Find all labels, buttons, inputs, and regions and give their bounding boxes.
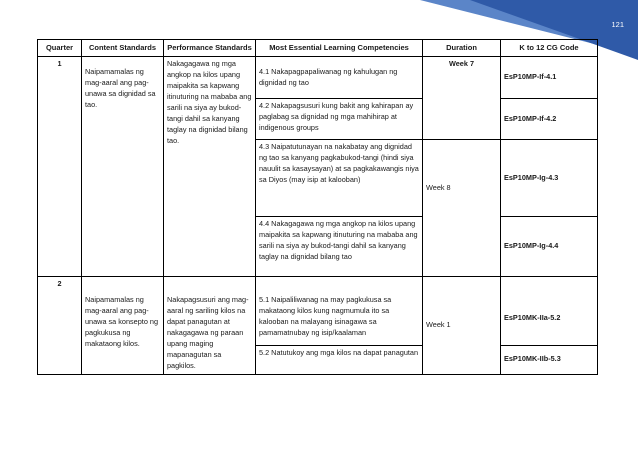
cg-code: EsP10MK-IIa-5.2 xyxy=(501,277,598,346)
competency: 4.2 Nakapagsusuri kung bakit ang kahirapan ay paglabag sa dignidad ng mga mahihirap at indigenous groups xyxy=(256,99,423,140)
performance-standard: Nakagagawa ng mga angkop na kilos upang maipakita sa kapwang itinuturing na mababa ang sarili na siya ay bukod-tangi dahil sa kanyang taglay na dignidad bilang tao. xyxy=(164,57,256,277)
competency: 5.2 Natutukoy ang mga kilos na dapat panagutan xyxy=(256,345,423,374)
header-content-standards: Content Standards xyxy=(82,40,164,57)
table-row xyxy=(38,277,598,346)
header-competencies: Most Essential Learning Competencies xyxy=(256,40,423,57)
competency: 4.4 Nakagagawa ng mga angkop na kilos upang maipakita sa kapwang itinuturing na mababa ang sarili na siya ay bukod-tangi dahil sa kanyang taglay na dignidad bilang tao xyxy=(256,217,423,277)
competency: 4.1 Nakapagpapaliwanag ng kahulugan ng dignidad ng tao xyxy=(256,57,423,99)
table-row xyxy=(38,57,598,99)
cg-code: EsP10MK-IIb-5.3 xyxy=(501,345,598,374)
quarter-cell: 2 xyxy=(38,277,82,375)
table-header-row xyxy=(38,40,598,57)
content-standard: Naipamamalas ng mag-aaral ang pag-unawa sa dignidad sa tao. xyxy=(82,57,164,277)
curriculum-guide-table xyxy=(37,39,598,375)
performance-standard: Nakapagsusuri ang mag-aaral ng sariling kilos na dapat panagutan at nakagagawa ng paraan upang maging mapanagutan sa pagkilos. xyxy=(164,277,256,375)
page-number: 121 xyxy=(611,20,624,29)
cg-code: EsP10MP-If-4.2 xyxy=(501,99,598,140)
cg-code: EsP10MP-Ig-4.3 xyxy=(501,140,598,217)
duration: Week 1 xyxy=(423,277,501,375)
quarter-cell: 1 xyxy=(38,57,82,277)
header-quarter: Quarter xyxy=(38,40,82,57)
competency: 5.1 Naipaliliwanag na may pagkukusa sa makataong kilos kung nagmumula ito sa kalooban na malayang isinagawa sa pamamatnubay ng isip/kaalaman xyxy=(256,277,423,346)
content-standard: Naipamamalas ng mag-aaral ang pag-unawa sa konsepto ng pagkukusa ng makataong kilos. xyxy=(82,277,164,375)
competency: 4.3 Naipatutunayan na nakabatay ang dignidad ng tao sa kanyang pagkabukod-tangi (hindi siya nauulit sa kasaysayan) at sa pagkakawangis niya sa Diyos (may isip at kalooban) xyxy=(256,140,423,217)
duration: Week 7 xyxy=(423,57,501,140)
cg-code: EsP10MP-If-4.1 xyxy=(501,57,598,99)
cg-code: EsP10MP-Ig-4.4 xyxy=(501,217,598,277)
header-duration: Duration xyxy=(423,40,501,57)
header-cg-code: K to 12 CG Code xyxy=(501,40,598,57)
duration: Week 8 xyxy=(423,140,501,277)
header-performance-standards: Performance Standards xyxy=(164,40,256,57)
